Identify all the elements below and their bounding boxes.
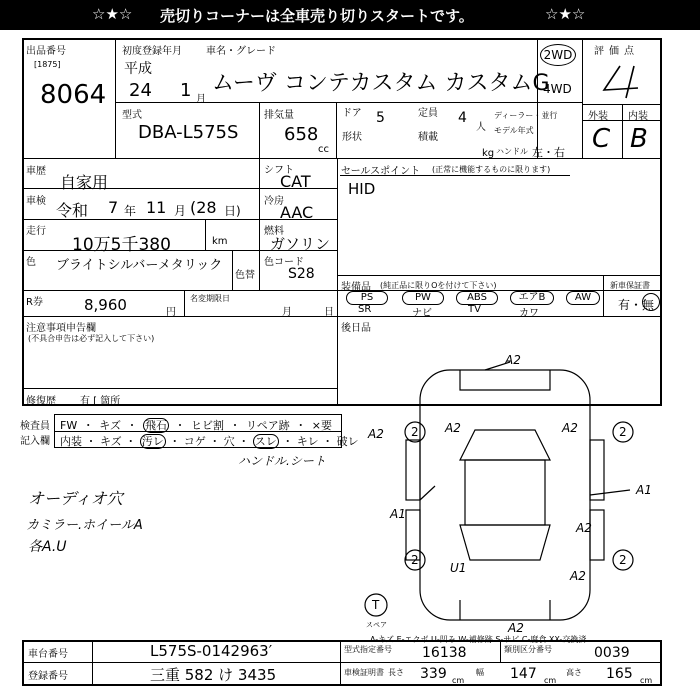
spare-label: スペア [366,621,387,629]
drive-2wd: 2WD [540,44,576,66]
spare-mark: T [372,598,380,612]
notes-label: 注意事項申告欄 [26,323,96,334]
equipment-note: (純正品に限りOを付けて下さい) [380,281,497,290]
tyre-rr-depth: 2 [619,553,627,567]
height-unit: cm [640,676,653,685]
repair-value: 有 [ 箇所 [80,396,121,407]
check-hole: 穴 [223,435,235,448]
check-cut: キレ [296,435,319,448]
divider [622,104,623,158]
divider [92,640,93,686]
car-right-door [590,440,604,500]
load-unit: kg [482,148,495,159]
tax-unit: 円 [166,307,176,318]
car-roof [465,460,545,525]
name-change-month: 月 [282,307,292,318]
tax-label: R券 [26,297,43,308]
checker-handwriting: ハンドル.シート [238,454,326,468]
load-label: 積載 [418,132,438,143]
inspection-year: 7 [108,198,119,217]
mark-front-right: A2 [562,421,578,435]
car-hood [460,370,550,390]
checker-row-2: 内装 ・ キズ ・ 汚レ ・ コゲ ・ 穴 ・ スレ ・ キレ ・ 破レ [60,435,359,448]
doors-value: 5 [376,110,385,126]
name-change-day: 日 [324,307,334,318]
shift-label: シフト [264,165,294,176]
divider [337,158,338,406]
sales-label: セールスポイント [341,166,421,177]
car-left-door [406,440,420,500]
registration-era: 平成 [124,61,152,77]
dimension-label: 車検証明書 [344,668,384,677]
sales-note: (正常に機能するものに限ります) [432,165,551,174]
equip-navi: ナビ [412,308,432,319]
chassis-label: 車台番号 [28,649,68,660]
color-code-label: 色コード [264,257,304,268]
divider [340,175,570,176]
mark-left-fender: A2 [368,427,384,441]
warranty-label: 新車保証書 [610,281,650,290]
equip-sr: SR [358,304,372,315]
shape-label: 形状 [342,132,362,143]
equip-abs: ABS [456,291,498,305]
bottom-table [22,640,662,686]
ext-score: C [592,124,611,154]
handle-value: 左・右 [532,146,565,159]
check-stone: 飛石 [145,419,167,432]
doors-label: ドア [342,108,362,119]
lot-number: 8064 [40,80,107,110]
check-fw: FW [60,419,78,432]
dealer-label: ディーラー・並行 [494,111,558,120]
mileage-unit: km [212,236,228,247]
divider [22,388,337,389]
checker-label-1: 検査員 [20,421,50,432]
divider [337,316,662,317]
equip-airbag: エアB [510,291,554,305]
car-trunk [460,600,550,620]
score-label: 評価点 [594,46,639,57]
registration-label: 初度登録年月 [122,46,182,57]
ac-label: 冷房 [264,196,284,207]
divider [336,102,337,158]
mark-bottom: A2 [508,621,524,635]
divider [232,250,233,290]
divider [537,38,538,158]
check-burn: コゲ [183,435,206,448]
model-year-label: モデル年式 [494,126,534,135]
length-label: 長さ [388,668,404,677]
car-name: ムーヴ コンテカスタム カスタムG [212,71,550,96]
usage-label: 車歴 [26,166,46,177]
inspection-year-unit: 年 [124,204,137,218]
equip-pw: PW [402,291,444,305]
ext-label: 外装 [588,111,608,122]
model-label: 型式 [122,110,142,121]
color-code: S28 [288,266,315,282]
width-value: 147 [510,666,537,682]
car-damage-diagram [340,350,660,640]
handnote-3: 各A.U [28,539,67,555]
handle-label: ハンドル [496,147,528,156]
mark-right-rear: A2 [576,521,592,535]
usage-value: 自家用 [60,173,109,192]
lot-sub: [1875] [34,60,61,69]
model-value: DBA-L575S [138,122,239,143]
header-banner [0,0,700,30]
damage-legend: A-キズ E-エクボ U-凹み W-補修跡 S-サビ C-腐食 XX-交換済 [370,635,587,644]
check-scratch: キズ [99,419,121,432]
category-value: 0039 [594,645,630,661]
check-int-scratch: キズ [100,435,122,448]
handnote-2: カミラー.ホイールA [26,518,143,533]
equipment-label: 装備品 [341,282,371,293]
displacement-unit: cc [318,144,329,155]
mark-left-door: A1 [390,507,406,521]
inspection-day: (28 [190,198,217,217]
width-label: 幅 [476,668,484,677]
mark-right-door: A1 [636,483,652,497]
divider [259,102,260,158]
arrow-a1-right [590,490,630,495]
registration-year: 24 [129,80,152,101]
shift-value: CAT [280,172,311,191]
divider [115,102,582,103]
check-dirt: 汚レ [141,435,164,448]
tyre-fr-depth: 2 [619,425,627,439]
inspection-label: 車検 [26,196,46,207]
height-value: 165 [606,666,633,682]
handnote-1: オーディオ穴 [28,489,123,508]
type-spec-label: 型式指定番号 [344,645,392,654]
divider [115,38,116,158]
mark-rear-right: A2 [570,569,586,583]
car-rear-window [460,525,550,560]
divider [205,219,206,250]
mileage-label: 走行 [26,226,46,237]
warranty-circle [642,293,660,311]
mark-front-left: A2 [445,421,461,435]
length-value: 339 [420,666,447,682]
inspection-month-unit: 月 [174,204,187,218]
check-repair: リペア跡 [246,419,290,432]
height-label: 高さ [566,668,582,677]
capacity-unit: 人 [476,122,486,133]
fuel-value: ガソリン [270,235,331,253]
color-label: 色 [26,257,36,268]
arrow-a1-left [420,486,435,500]
check-interior: 内装 [60,435,82,448]
checker-row-1: FW ・ キズ ・ 飛石 ・ ヒビ割 ・ リペア跡 ・ ×要 [60,419,332,432]
car-windshield [460,430,550,460]
equip-aw: AW [566,291,600,305]
mark-rear-left: U1 [450,561,467,575]
warranty-value: 有・無 [618,298,655,312]
car-right-rear-door [590,510,604,560]
tyre-rl-depth: 2 [411,553,419,567]
divider [337,275,662,276]
lot-label: 出品番号 [26,46,66,57]
check-need: ×要 [311,419,332,432]
divider [22,662,662,663]
car-name-label: 車名・グレード [206,46,276,57]
divider [22,158,662,159]
displacement-label: 排気量 [264,110,294,121]
banner-stars-left: ☆★☆ [92,5,133,23]
equip-leather: カワ [519,308,539,319]
name-change-label: 名変期限日 [190,294,230,303]
displacement-value: 658 [284,124,319,145]
tax-value: 8,960 [84,296,127,314]
type-spec-value: 16138 [422,645,467,661]
check-wear: スレ [254,435,277,448]
sales-value: HID [348,180,376,198]
divider [603,275,604,316]
equip-ps: PS [346,291,388,305]
capacity-label: 定員 [418,108,438,119]
fuel-label: 燃料 [264,226,284,237]
plate-value: 三重 582 け 3435 [150,666,277,684]
chassis-value: L575S-0142963′ [150,642,273,660]
repair-label: 修復歴 [26,396,56,407]
check-crack: ヒビ割 [191,419,224,432]
mark-top: A2 [505,353,521,367]
check-tear: 破レ [336,435,359,448]
mileage-value: 10万5千380 [72,235,171,255]
rear-label: 後日品 [341,323,371,334]
int-score: B [630,124,648,154]
notes-sub: (不具合申告は必ず記入して下さい) [28,334,155,343]
checker-label-2: 記入欄 [20,436,50,447]
color-change-label: 色替 [235,270,255,281]
width-unit: cm [544,676,557,685]
banner-text: 売切りコーナーは全車売り切りスタートです。 [160,7,474,25]
divider [500,640,501,662]
score-value-handwritten [590,60,656,102]
color-value: ブライトシルバーメタリック [56,258,223,273]
tyre-fl-depth: 2 [411,425,419,439]
inspection-day-unit: 日) [224,204,241,218]
divider [259,158,260,290]
registration-month-unit: 月 [196,94,206,105]
capacity-value: 4 [458,110,467,126]
divider [340,640,341,686]
divider [184,290,185,316]
registration-month: 1 [180,80,192,101]
inspection-month: 11 [146,198,167,217]
ac-value: AAC [280,203,314,222]
car-body-outline [420,370,590,620]
int-label: 内装 [628,111,648,122]
drive-4wd: 4WD [543,82,572,96]
category-label: 類別区分番号 [504,645,552,654]
divider [582,120,662,121]
banner-stars-right: ☆★☆ [545,5,586,23]
inspection-era: 令和 [56,201,89,220]
divider [582,38,583,158]
length-unit: cm [452,676,465,685]
equip-tv: TV [468,304,481,315]
plate-label: 登録番号 [28,671,68,682]
